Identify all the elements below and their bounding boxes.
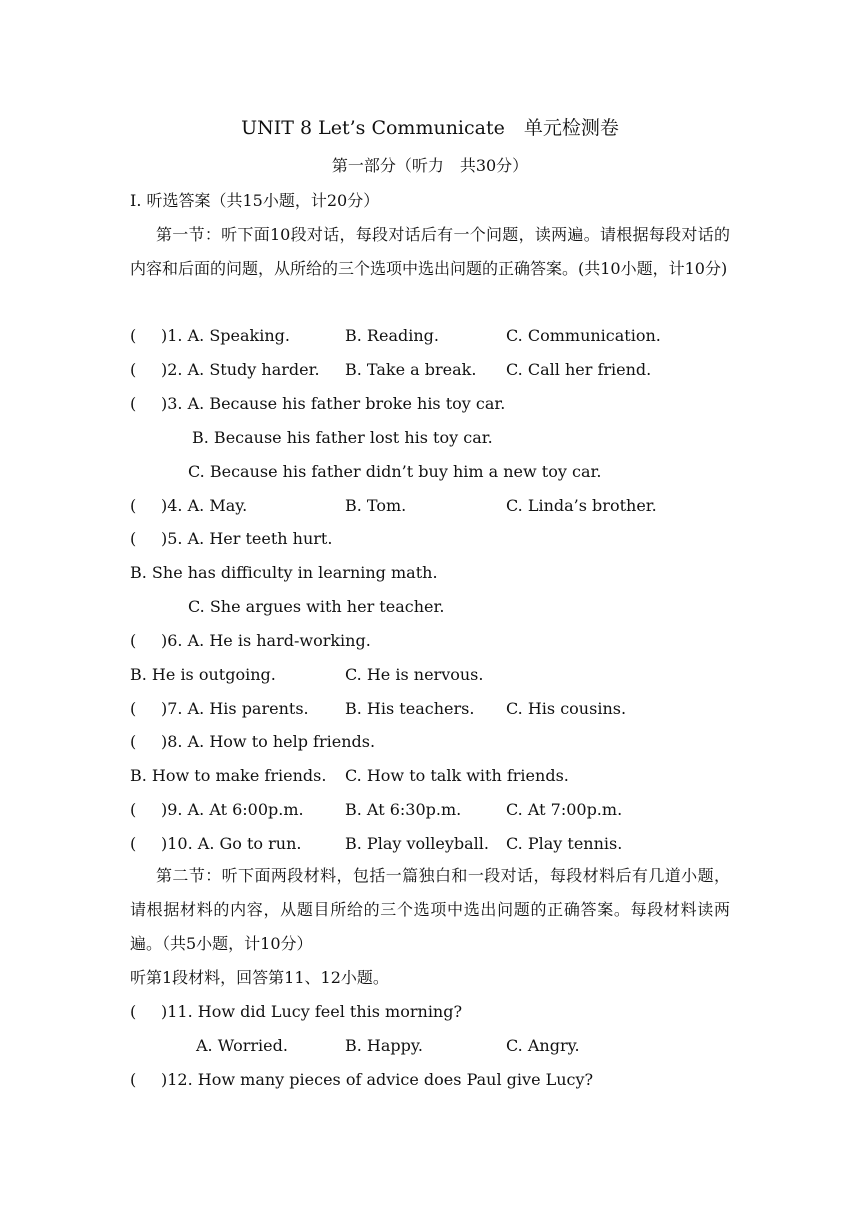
- answer-blank: (: [130, 360, 137, 379]
- q8-option-c: C. How to talk with friends.: [345, 766, 569, 785]
- q4-option-a: )4. A. May.: [161, 496, 248, 515]
- answer-blank: (: [130, 699, 137, 718]
- q7-option-a: )7. A. His parents.: [161, 699, 309, 718]
- answer-blank: (: [130, 1002, 137, 1021]
- q2-option-a: )2. A. Study harder.: [161, 360, 320, 379]
- q5-option-c: C. She argues with her teacher.: [188, 597, 445, 616]
- q11-option-c: C. Angry.: [506, 1036, 580, 1055]
- q4-option-c: C. Linda’s brother.: [506, 496, 657, 515]
- q6-option-b: B. He is outgoing.: [130, 665, 276, 684]
- q2-option-c: C. Call her friend.: [506, 360, 652, 379]
- part1-heading: 第一部分（听力 共30分）: [331, 156, 529, 175]
- q10-option-b: B. Play volleyball.: [345, 834, 489, 853]
- q9-option-b: B. At 6:30p.m.: [345, 800, 462, 819]
- sub1-instructions: 第一节：听下面10段对话，每段对话后有一个问题，读两遍。请根据每段对话的内容和后面的问题，从所给的三个选项中选出问题的正确答案。(共10小题，计10分): [130, 225, 730, 278]
- answer-blank: (: [130, 834, 137, 853]
- q8-option-b: B. How to make friends.: [130, 766, 327, 785]
- q4-option-b: B. Tom.: [345, 496, 407, 515]
- answer-blank: (: [130, 732, 137, 751]
- q9-option-a: )9. A. At 6:00p.m.: [161, 800, 304, 819]
- section1-heading: I. 听选答案（共15小题，计20分）: [130, 191, 380, 210]
- q3-option-b: B. Because his father lost his toy car.: [192, 428, 493, 447]
- q6-option-a: )6. A. He is hard-working.: [161, 631, 371, 650]
- material1-heading: 听第1段材料，回答第11、12小题。: [130, 968, 389, 987]
- q3-option-a: )3. A. Because his father broke his toy car.: [161, 394, 506, 413]
- q2-option-b: B. Take a break.: [345, 360, 477, 379]
- q1-option-c: C. Communication.: [506, 326, 661, 345]
- page-title: UNIT 8 Let’s Communicate 单元检测卷: [241, 117, 619, 139]
- answer-blank: (: [130, 529, 137, 548]
- answer-blank: (: [130, 496, 137, 515]
- q3-option-c: C. Because his father didn’t buy him a new toy car.: [188, 462, 602, 481]
- q10-option-a: )10. A. Go to run.: [161, 834, 302, 853]
- answer-blank: (: [130, 394, 137, 413]
- q12-question: )12. How many pieces of advice does Paul give Lucy?: [161, 1070, 594, 1089]
- q7-option-c: C. His cousins.: [506, 699, 627, 718]
- q1-option-b: B. Reading.: [345, 326, 439, 345]
- q5-option-a: )5. A. Her teeth hurt.: [161, 529, 333, 548]
- q10-option-c: C. Play tennis.: [506, 834, 623, 853]
- q5-option-b: B. She has difficulty in learning math.: [130, 563, 438, 582]
- q1-option-a: )1. A. Speaking.: [161, 326, 290, 345]
- q6-option-c: C. He is nervous.: [345, 665, 484, 684]
- answer-blank: (: [130, 631, 137, 650]
- q11-option-b: B. Happy.: [345, 1036, 423, 1055]
- q8-option-a: )8. A. How to help friends.: [161, 732, 376, 751]
- q7-option-b: B. His teachers.: [345, 699, 475, 718]
- answer-blank: (: [130, 326, 137, 345]
- q11-option-a: A. Worried.: [196, 1036, 288, 1055]
- answer-blank: (: [130, 1070, 137, 1089]
- sub2-instructions: 第二节：听下面两段材料，包括一篇独白和一段对话，每段材料后有几道小题，请根据材料的内容，从题目所给的三个选项中选出问题的正确答案。每段材料读两遍。（共5小题，计10分）: [130, 866, 730, 953]
- q9-option-c: C. At 7:00p.m.: [506, 800, 623, 819]
- answer-blank: (: [130, 800, 137, 819]
- q11-question: )11. How did Lucy feel this morning?: [161, 1002, 463, 1021]
